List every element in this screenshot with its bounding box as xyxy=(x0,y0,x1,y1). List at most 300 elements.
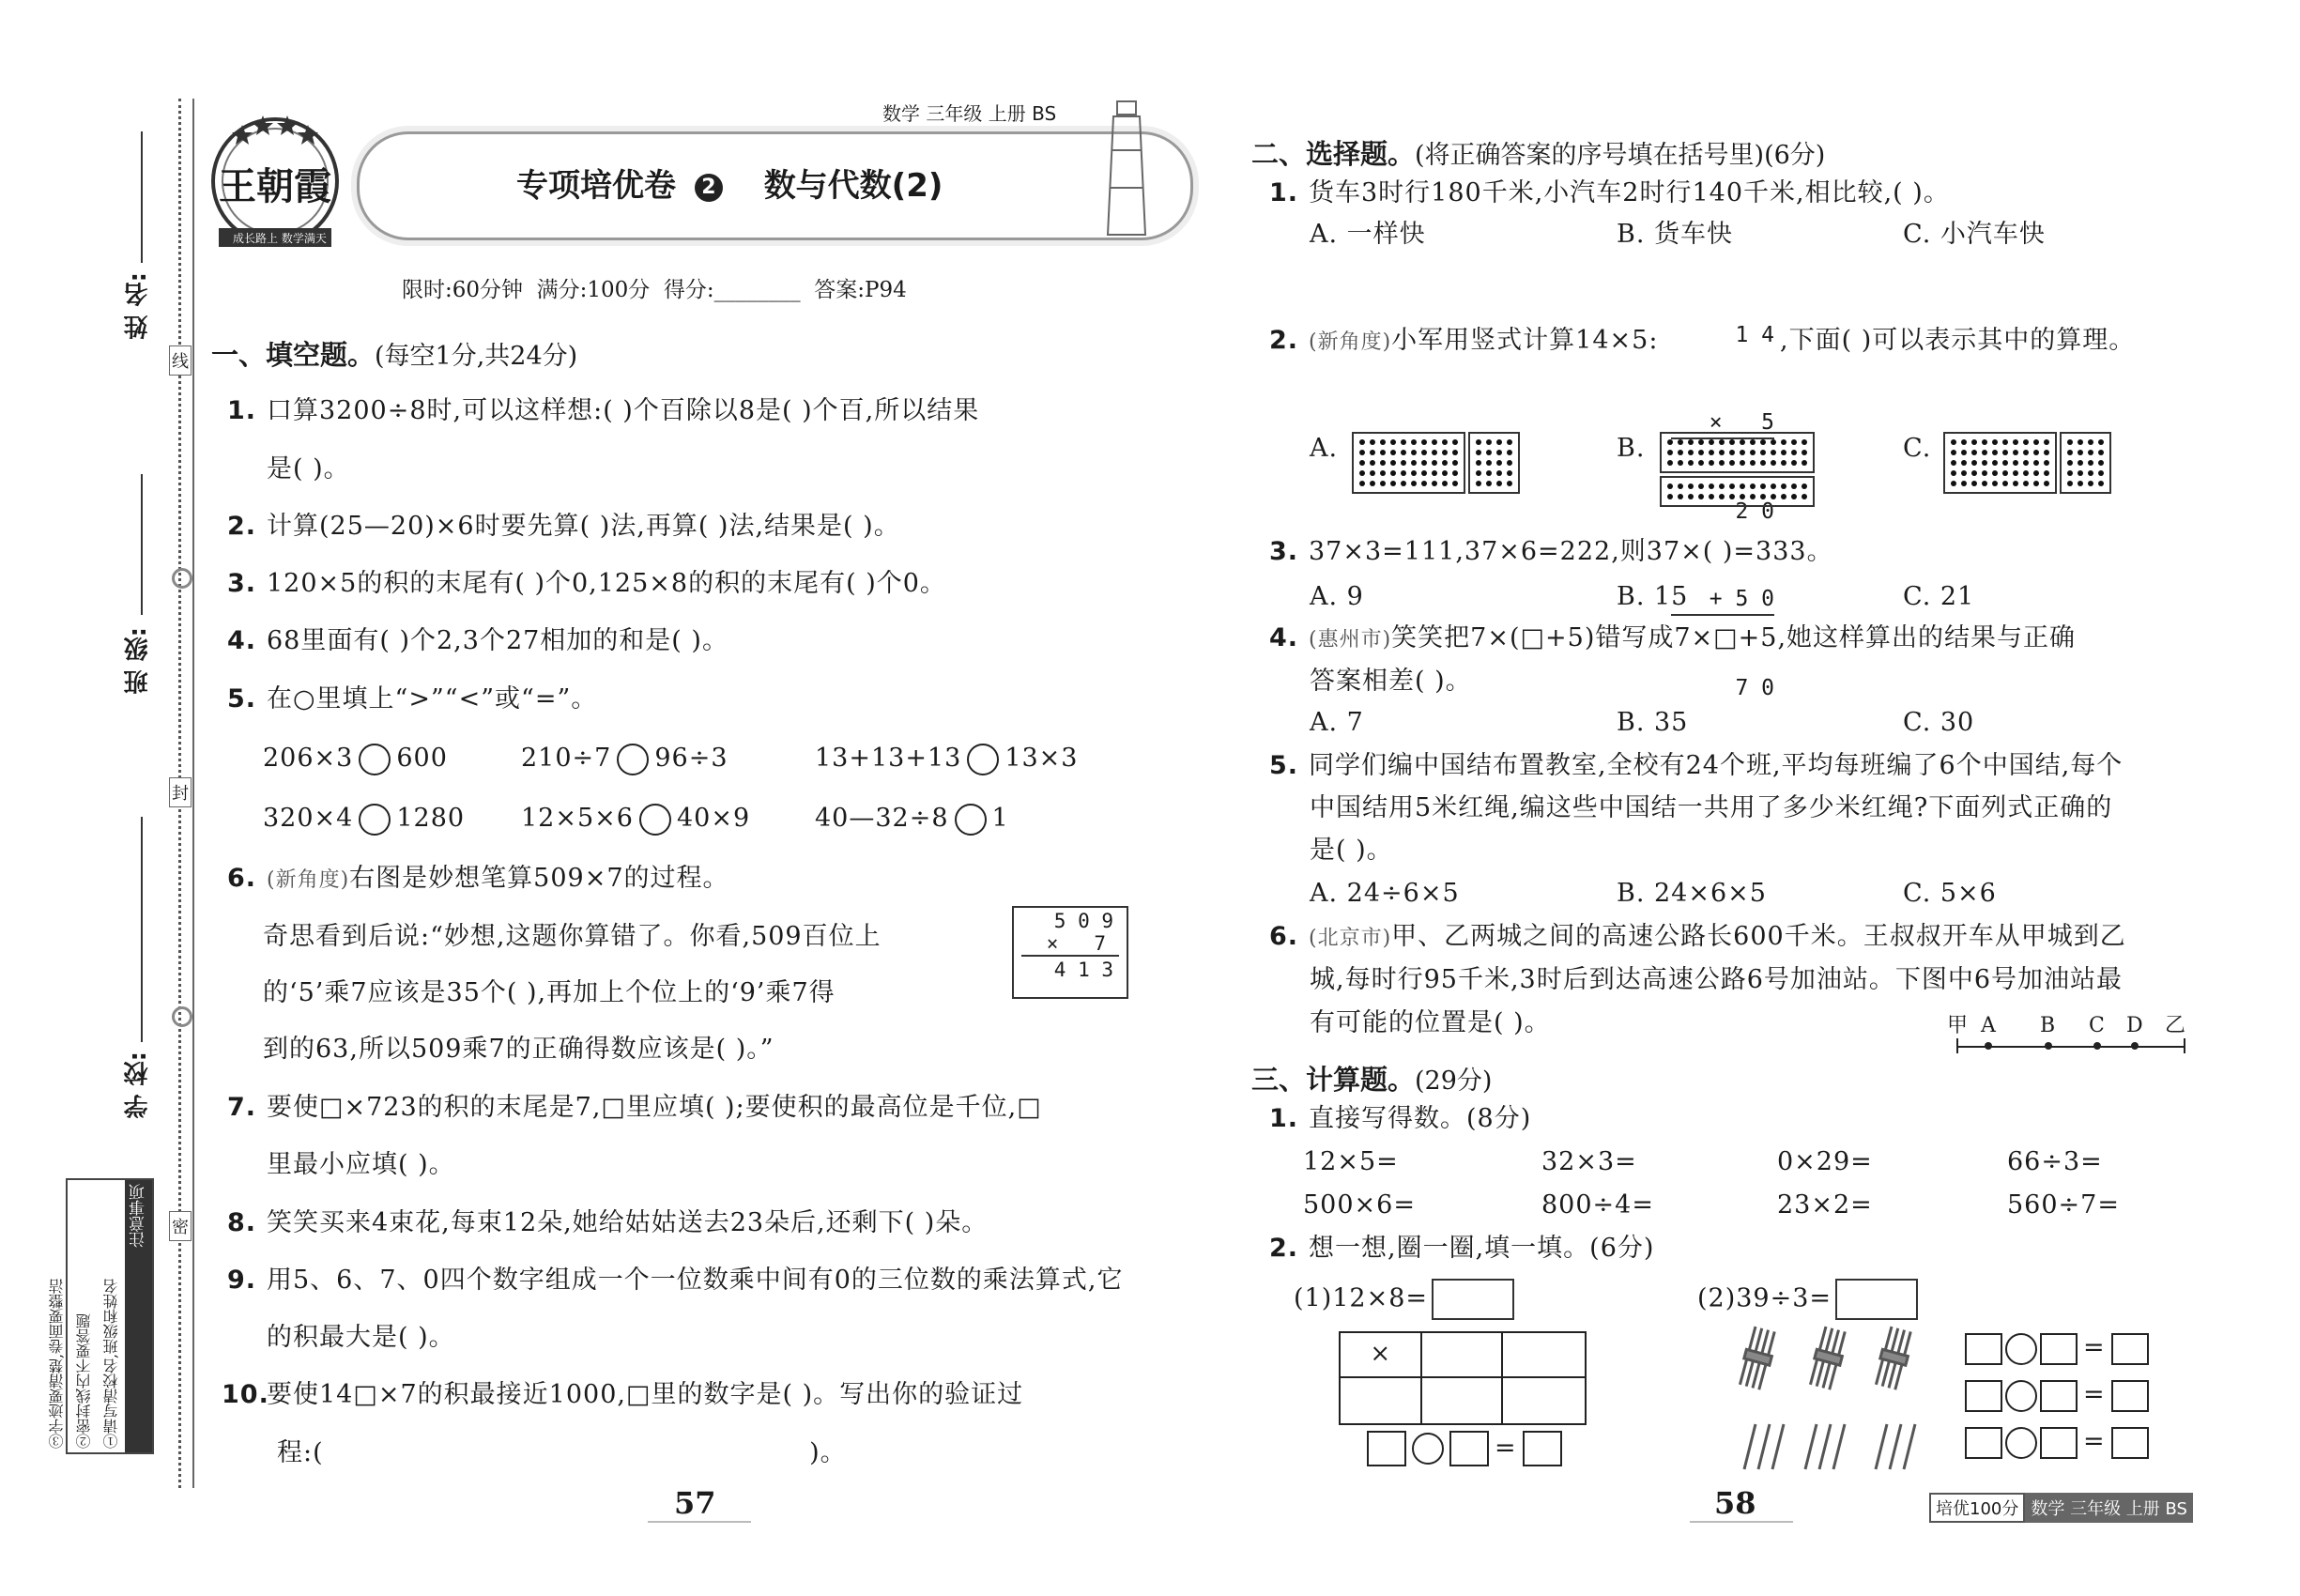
title-number-badge: 2 xyxy=(695,174,723,202)
grid-cell[interactable] xyxy=(1422,1378,1504,1423)
dot xyxy=(1401,470,1406,476)
dot xyxy=(1421,481,1427,486)
header-meta: 数学 三年级 上册 BS xyxy=(882,102,1057,125)
compare-circle[interactable] xyxy=(955,804,987,836)
blank-square[interactable] xyxy=(2040,1333,2078,1365)
dot xyxy=(2033,481,2039,486)
dot xyxy=(1791,450,1797,455)
q2-3-opt-b[interactable]: B. 15 xyxy=(1617,582,1689,611)
brand-name: 王朝霞 xyxy=(219,164,331,208)
dot xyxy=(1771,483,1776,489)
blank-square[interactable] xyxy=(1367,1431,1406,1466)
dot xyxy=(1496,481,1502,486)
dot xyxy=(1432,439,1437,445)
note-item: ①请写清校名,班级和姓名 xyxy=(102,1278,120,1449)
q1-6-c: 的‘5’乘7应该是35个( ),再加上个位上的‘9’乘7得 xyxy=(263,978,836,1007)
dot xyxy=(1486,481,1492,486)
dot xyxy=(1992,470,1998,476)
q1-10: 10.要使14□×7的积最接近1000,□里的数字是( )。写出你的验证过 xyxy=(222,1380,1024,1409)
q1-10-cont: 程:( )。 xyxy=(277,1438,847,1467)
note-item: ③字迹要清楚,卷面要整洁 xyxy=(48,1278,66,1449)
point-c-dot xyxy=(2093,1042,2101,1050)
dot xyxy=(1961,439,1967,445)
dot xyxy=(2002,470,2008,476)
dot xyxy=(2098,481,2104,486)
dot xyxy=(1740,450,1745,455)
dot xyxy=(1421,450,1427,455)
dot xyxy=(2078,450,2083,455)
dot xyxy=(2023,450,2029,455)
dot xyxy=(2002,450,2008,455)
dot xyxy=(1961,470,1967,476)
title-subtitle: 数与代数(2) xyxy=(763,167,943,205)
dot xyxy=(1982,470,1987,476)
q1-6: 6. (新角度)右图是妙想笔算509×7的过程。 xyxy=(227,864,729,893)
q2-4-cont: 答案相差( )。 xyxy=(1310,667,1472,696)
blank-square[interactable] xyxy=(1449,1431,1489,1466)
dot xyxy=(2078,439,2083,445)
q2-4-opt-b[interactable]: B. 35 xyxy=(1617,708,1689,737)
blank-square[interactable] xyxy=(1965,1427,2002,1459)
q2-1-opt-a[interactable]: A. 一样快 xyxy=(1310,220,1426,249)
ring-icon xyxy=(172,1006,192,1027)
vertical-calc-509x7: 5 0 9 × 7 4 1 3 xyxy=(1012,906,1128,999)
dot xyxy=(1971,481,1977,486)
dot xyxy=(2023,460,2029,466)
grid-cell[interactable] xyxy=(1341,1378,1422,1423)
operator-circle[interactable] xyxy=(2005,1333,2037,1365)
page-flourish xyxy=(1690,1521,1793,1523)
q1-6-d: 到的63,所以509乘7的正确得数应该是( )。” xyxy=(263,1035,774,1064)
dot xyxy=(1961,460,1967,466)
highway-line-diagram xyxy=(1947,1005,2192,1061)
dot xyxy=(1992,450,1998,455)
dot xyxy=(2033,439,2039,445)
dot xyxy=(2002,439,2008,445)
lighthouse-icon xyxy=(1089,94,1164,248)
binding-solid-line xyxy=(192,99,194,1488)
class-label: 班 级: xyxy=(124,627,152,695)
dot xyxy=(2067,439,2073,445)
equation-blanks: = xyxy=(1965,1378,2149,1412)
dot xyxy=(2078,470,2083,476)
dot xyxy=(2044,481,2049,486)
dot xyxy=(1390,460,1396,466)
class-field[interactable] xyxy=(141,474,143,615)
q1-7: 7. 要使□×723的积的末尾是7,□里应填( );要使积的最高位是千位,□ xyxy=(227,1093,1042,1122)
dot xyxy=(2013,439,2018,445)
dot xyxy=(1390,481,1396,486)
operator-circle[interactable] xyxy=(2005,1380,2037,1412)
dot xyxy=(1390,439,1396,445)
dot xyxy=(2044,439,2049,445)
point-b-label[interactable]: B xyxy=(2040,1014,2056,1037)
dot xyxy=(1802,439,1807,445)
dot xyxy=(1476,450,1481,455)
q2-5: 5. 同学们编中国结布置教室,全校有24个班,平均每班编了6个中国结,每个 xyxy=(1269,751,2124,780)
q1-9-cont: 的积最大是( )。 xyxy=(267,1323,455,1352)
grid-cell[interactable] xyxy=(1503,1378,1585,1423)
dot xyxy=(1719,439,1725,445)
blank-square[interactable] xyxy=(2111,1333,2149,1365)
dot xyxy=(1729,494,1735,499)
dot xyxy=(1452,460,1458,466)
dot xyxy=(1476,439,1481,445)
grid-cell[interactable] xyxy=(1503,1333,1585,1378)
dot xyxy=(1982,460,1987,466)
q3-2: 2. 想一想,圈一圈,填一填。(6分) xyxy=(1269,1234,1655,1263)
city-jia-label: 甲 xyxy=(1947,1014,1969,1037)
dot xyxy=(1982,481,1987,486)
dot xyxy=(1688,450,1694,455)
dot xyxy=(1698,450,1704,455)
brand-slogan: 成长路上 数学满天 xyxy=(233,232,327,245)
dot xyxy=(2067,481,2073,486)
section-3-title: 三、计算题。(29分) xyxy=(1251,1064,1493,1096)
dot xyxy=(1452,439,1458,445)
line-mark: 密 xyxy=(169,1211,192,1241)
dot xyxy=(1951,439,1956,445)
q2-4-opt-a[interactable]: A. 7 xyxy=(1310,708,1364,737)
dot xyxy=(1709,483,1714,489)
blank-square[interactable] xyxy=(2040,1427,2078,1459)
city-yi-label: 乙 xyxy=(2165,1014,2186,1037)
dot xyxy=(1771,494,1776,499)
dot xyxy=(1411,439,1417,445)
dot xyxy=(1476,460,1481,466)
dot xyxy=(1667,450,1673,455)
dot xyxy=(1781,439,1786,445)
q1-1-cont: 是( )。 xyxy=(267,454,350,483)
note-item: ②密封线内不要答题 xyxy=(75,1313,93,1449)
equation-blanks: = xyxy=(1965,1331,2149,1365)
page-number-left: 57 xyxy=(674,1485,716,1521)
operator-circle[interactable] xyxy=(2005,1427,2037,1459)
dot xyxy=(1781,450,1786,455)
dot xyxy=(1992,439,1998,445)
dot xyxy=(1442,439,1448,445)
dot xyxy=(1496,450,1502,455)
q1-2: 2. 计算(25—20)×6时要先算( )法,再算( )法,结果是( )。 xyxy=(227,512,900,541)
school-field[interactable] xyxy=(141,817,143,1042)
q1-1: 1. 口算3200÷8时,可以这样想:( )个百除以8是( )个百,所以结果 xyxy=(227,396,980,425)
dot xyxy=(2013,460,2018,466)
oral-calc[interactable]: 32×3= xyxy=(1541,1147,1637,1176)
dot xyxy=(1992,481,1998,486)
q1-6-b: 奇思看到后说:“妙想,这题你算错了。你看,509百位上 xyxy=(263,922,882,951)
q2-3: 3. 37×3=111,37×6=222,则37×( )=333。 xyxy=(1269,537,1833,566)
point-d-label[interactable]: D xyxy=(2126,1014,2143,1037)
compare-circle[interactable] xyxy=(639,804,671,836)
dot xyxy=(1802,460,1807,466)
dot xyxy=(1760,460,1766,466)
oral-calc[interactable]: 0×29= xyxy=(1777,1147,1873,1176)
q2-1-opt-c[interactable]: C. 小汽车快 xyxy=(1903,220,2046,249)
dot xyxy=(1992,460,1998,466)
oral-calc[interactable]: 500×6= xyxy=(1303,1190,1416,1220)
dot xyxy=(1771,450,1776,455)
section-1-title: 一、填空题。(每空1分,共24分) xyxy=(211,339,578,371)
point-d-dot xyxy=(2131,1042,2139,1050)
dot xyxy=(1709,494,1714,499)
dot xyxy=(1401,450,1406,455)
dot xyxy=(1359,470,1365,476)
dot xyxy=(1359,460,1365,466)
dot xyxy=(1719,460,1725,466)
dot xyxy=(1432,450,1437,455)
dot xyxy=(1781,483,1786,489)
dot xyxy=(1380,481,1386,486)
ring-icon xyxy=(172,568,192,589)
compare-circle[interactable] xyxy=(359,744,391,775)
dot xyxy=(1667,460,1673,466)
dot xyxy=(1781,460,1786,466)
q2-1-opt-b[interactable]: B. 货车快 xyxy=(1617,220,1734,249)
multiplication-grid[interactable] xyxy=(1339,1331,1587,1425)
footer-series: 培优100分 xyxy=(1929,1493,2025,1523)
dot xyxy=(1390,470,1396,476)
point-a-label[interactable]: A xyxy=(1981,1014,1996,1037)
dot xyxy=(1401,460,1406,466)
dot xyxy=(1507,450,1512,455)
dot xyxy=(2088,481,2093,486)
dot xyxy=(1729,439,1735,445)
compare-row: 13+13+13 13×3 xyxy=(815,742,1079,775)
compare-circle[interactable] xyxy=(967,744,999,775)
operator-circle[interactable] xyxy=(1412,1433,1444,1465)
dot xyxy=(1971,460,1977,466)
dot xyxy=(1698,460,1704,466)
dot xyxy=(1982,439,1987,445)
dot xyxy=(2023,439,2029,445)
point-a-dot xyxy=(1985,1042,1992,1050)
q2-2-opt-b[interactable]: B. xyxy=(1617,434,1646,463)
dot xyxy=(1486,460,1492,466)
title-text: 专项培优卷 xyxy=(516,167,676,205)
dot xyxy=(2098,470,2104,476)
dot xyxy=(2088,470,2093,476)
answer-box[interactable] xyxy=(1432,1279,1514,1320)
equation-blanks: = xyxy=(1367,1431,1562,1466)
dot xyxy=(1688,439,1694,445)
dot xyxy=(1421,470,1427,476)
compare-row: 12×5×6 40×9 xyxy=(521,802,750,836)
dot xyxy=(1476,481,1481,486)
dot xyxy=(1771,439,1776,445)
name-field[interactable] xyxy=(141,131,143,263)
dot xyxy=(1496,439,1502,445)
q2-6: 6. (北京市)甲、乙两城之间的高速公路长600千米。王叔叔开车从甲城到乙 xyxy=(1269,922,2126,951)
dot xyxy=(1709,450,1714,455)
dot xyxy=(1667,439,1673,445)
q2-6-cont: 城,每时行95千米,3时后到达高速公路6号加油站。下图中6号加油站最 xyxy=(1310,965,2124,994)
dot xyxy=(1380,470,1386,476)
dot xyxy=(1791,483,1797,489)
dot xyxy=(1961,481,1967,486)
dot xyxy=(1760,450,1766,455)
dot xyxy=(1750,439,1756,445)
exam-info: 限时:60分钟 满分:100分 得分:________ 答案:P94 xyxy=(402,278,907,302)
oral-calc[interactable]: 800÷4= xyxy=(1541,1190,1654,1220)
q3-2-part1: (1)12×8= xyxy=(1294,1279,1514,1320)
oral-calc[interactable]: 560÷7= xyxy=(2007,1190,2120,1220)
oral-calc[interactable]: 66÷3= xyxy=(2007,1147,2103,1176)
dot xyxy=(2098,450,2104,455)
answer-box[interactable] xyxy=(1835,1279,1918,1320)
compare-row: 206×3 600 xyxy=(263,742,448,775)
dot xyxy=(1496,470,1502,476)
equation-blanks: = xyxy=(1965,1425,2149,1459)
dot xyxy=(2013,470,2018,476)
dot xyxy=(1719,483,1725,489)
compare-circle[interactable] xyxy=(617,744,649,775)
dot xyxy=(1370,481,1375,486)
blank-square[interactable] xyxy=(2111,1427,2149,1459)
dot xyxy=(1380,460,1386,466)
dot xyxy=(1771,460,1776,466)
point-c-label[interactable]: C xyxy=(2089,1014,2105,1037)
dot xyxy=(1971,450,1977,455)
dot xyxy=(2098,439,2104,445)
dot xyxy=(2088,450,2093,455)
dot xyxy=(2013,481,2018,486)
dot xyxy=(1359,450,1365,455)
section-2-title: 二、选择题。(将正确答案的序号填在括号里)(6分) xyxy=(1251,138,1826,170)
dot xyxy=(1698,494,1704,499)
dot xyxy=(1507,470,1512,476)
dot xyxy=(2098,460,2104,466)
q2-5-cont2: 是( )。 xyxy=(1310,836,1393,865)
blank-square[interactable] xyxy=(1965,1380,2002,1412)
compare-row: 210÷7 96÷3 xyxy=(521,742,728,775)
dot xyxy=(1750,483,1756,489)
blank-square[interactable] xyxy=(1523,1431,1562,1466)
line-end-tick xyxy=(2184,1038,2185,1053)
dot xyxy=(1750,450,1756,455)
dot xyxy=(1791,494,1797,499)
q1-4: 4. 68里面有( )个2,3个27相加的和是( )。 xyxy=(227,626,728,655)
compare-circle[interactable] xyxy=(359,804,391,836)
dot xyxy=(1359,439,1365,445)
page-title xyxy=(516,160,943,206)
footer-grade: 数学 三年级 上册 BS xyxy=(2025,1493,2193,1523)
blank-square[interactable] xyxy=(2040,1380,2078,1412)
dot xyxy=(1401,481,1406,486)
dot xyxy=(1432,460,1437,466)
page-number-right: 58 xyxy=(1714,1485,1756,1521)
dot xyxy=(1951,481,1956,486)
q2-4-opt-c[interactable]: C. 30 xyxy=(1903,708,1975,737)
dot xyxy=(1750,494,1756,499)
q1-9: 9. 用5、6、7、0四个数字组成一个一位数乘中间有0的三位数的乘法算式,它 xyxy=(227,1266,1124,1295)
q2-3-opt-a[interactable]: A. 9 xyxy=(1310,582,1364,611)
dot xyxy=(1951,460,1956,466)
dot xyxy=(1698,439,1704,445)
dot xyxy=(1370,439,1375,445)
dot xyxy=(1411,481,1417,486)
notes-box xyxy=(48,1178,154,1454)
dot xyxy=(1961,450,1967,455)
dot xyxy=(1719,450,1725,455)
q3-1: 1. 直接写得数。(8分) xyxy=(1269,1104,1532,1133)
footer-badge xyxy=(1929,1493,2193,1523)
q2-5-opt-a[interactable]: A. 24÷6×5 xyxy=(1310,879,1460,908)
dot xyxy=(1971,439,1977,445)
dot xyxy=(1507,439,1512,445)
line-end-tick xyxy=(1956,1038,1958,1053)
dot xyxy=(1476,470,1481,476)
dot xyxy=(1802,483,1807,489)
dot xyxy=(1370,470,1375,476)
q2-6-cont2: 有可能的位置是( )。 xyxy=(1310,1008,1551,1037)
dot xyxy=(1421,439,1427,445)
compare-row: 320×4 1280 xyxy=(263,802,465,836)
dot xyxy=(1390,450,1396,455)
q1-5: 5. 在○里填上“>”“<”或“=”。 xyxy=(227,684,598,714)
line-mark: 线 xyxy=(169,345,192,376)
dot xyxy=(1486,439,1492,445)
dot xyxy=(1729,483,1735,489)
dot xyxy=(1951,450,1956,455)
oral-calc[interactable]: 23×2= xyxy=(1777,1190,1873,1220)
dot xyxy=(2023,470,2029,476)
notes-title: 注意事项 xyxy=(125,1180,152,1452)
dot xyxy=(1688,494,1694,499)
page-flourish xyxy=(648,1521,751,1523)
dot xyxy=(1667,483,1673,489)
blank-square[interactable] xyxy=(1965,1333,2002,1365)
dot xyxy=(1740,494,1745,499)
dot xyxy=(1740,460,1745,466)
dot xyxy=(1982,450,1987,455)
q1-7-cont: 里最小应填( )。 xyxy=(267,1150,455,1179)
q2-3-opt-c[interactable]: C. 21 xyxy=(1903,582,1975,611)
q2-5-cont: 中国结用5米红绳,编这些中国结一共用了多少米红绳?下面列式正确的 xyxy=(1310,793,2113,822)
dot xyxy=(1442,450,1448,455)
dot xyxy=(1760,439,1766,445)
q2-5-opt-b[interactable]: B. 24×6×5 xyxy=(1617,879,1767,908)
dot xyxy=(1791,460,1797,466)
dot xyxy=(1401,439,1406,445)
dot xyxy=(2044,450,2049,455)
dot xyxy=(1760,483,1766,489)
dot xyxy=(1698,483,1704,489)
dot xyxy=(1781,494,1786,499)
dot xyxy=(1740,439,1745,445)
blank-square[interactable] xyxy=(2111,1380,2149,1412)
q1-8: 8. 笑笑买来4束花,每束12朵,她给姑姑送去23朵后,还剩下( )朵。 xyxy=(227,1208,989,1237)
oral-calc[interactable]: 12×5= xyxy=(1303,1147,1399,1176)
dot xyxy=(1802,494,1807,499)
dot xyxy=(1791,439,1797,445)
dot xyxy=(2088,439,2093,445)
dot xyxy=(1442,481,1448,486)
dot xyxy=(1729,460,1735,466)
dot xyxy=(1442,460,1448,466)
q2-2-opt-c[interactable]: C. xyxy=(1903,434,1932,463)
q2-5-opt-c[interactable]: C. 5×6 xyxy=(1903,879,1997,908)
dot xyxy=(1380,439,1386,445)
dot xyxy=(1678,483,1683,489)
dot xyxy=(2033,470,2039,476)
dot xyxy=(1496,460,1502,466)
dot xyxy=(1452,481,1458,486)
grid-cell: × xyxy=(1341,1333,1422,1378)
dot xyxy=(1486,450,1492,455)
grid-cell[interactable] xyxy=(1422,1333,1504,1378)
dot xyxy=(2002,481,2008,486)
q2-2-opt-a[interactable]: A. xyxy=(1310,434,1339,463)
